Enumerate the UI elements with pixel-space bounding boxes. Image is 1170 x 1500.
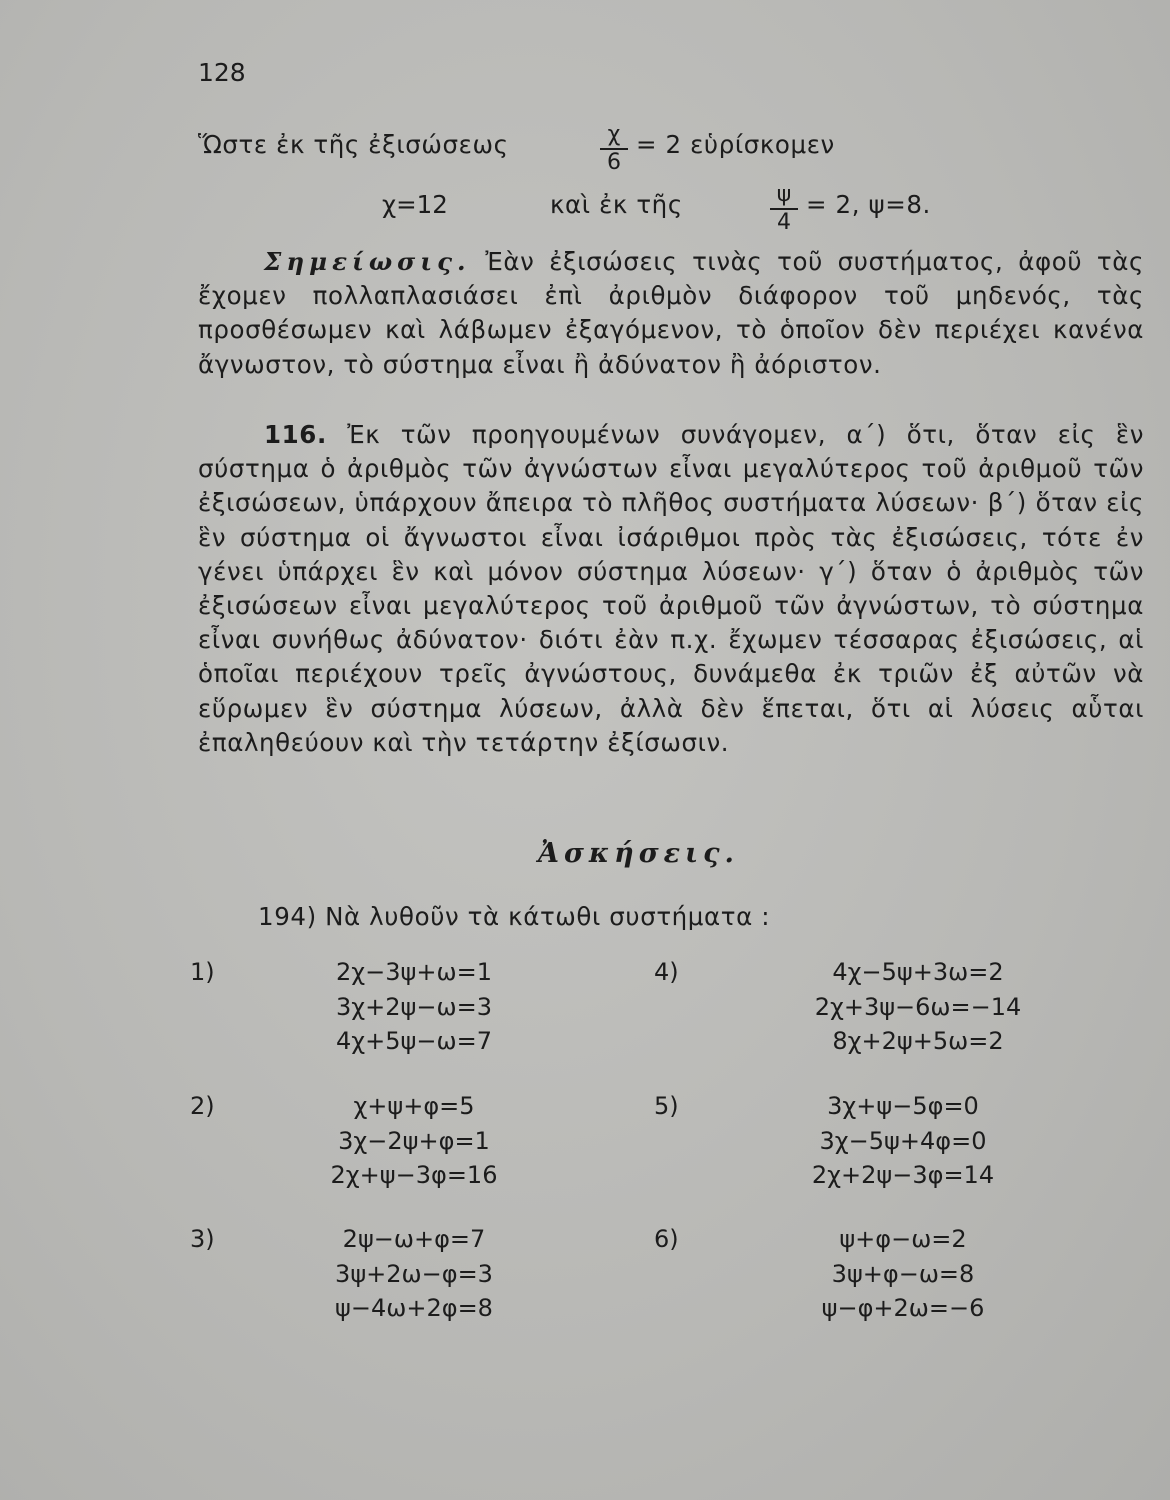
intro-line-1-tail: = 2 εὑρίσκομεν xyxy=(636,130,835,159)
system-6 xyxy=(768,1222,1038,1326)
note-label: Σημείωσις. xyxy=(264,247,471,276)
system-label-6: 6) xyxy=(654,1225,679,1253)
system-1 xyxy=(284,955,544,1059)
equation: 2χ−3ψ+ω=1 xyxy=(336,958,492,986)
equation: 2χ+3ψ−6ω=−14 xyxy=(814,992,1022,1021)
system-5 xyxy=(768,1089,1038,1193)
fraction-psi-over-4 xyxy=(770,184,798,234)
system-label-1: 1) xyxy=(190,958,215,986)
fraction-denominator: 4 xyxy=(777,210,791,235)
equation: ψ−φ+2ω=−6 xyxy=(821,1294,985,1322)
equation: ψ−4ω+2φ=8 xyxy=(335,1294,493,1322)
equation: ψ+φ−ω=2 xyxy=(839,1225,967,1253)
system-label-4: 4) xyxy=(654,958,679,986)
section-116-paragraph xyxy=(198,418,1144,760)
section-text: Ἐκ τῶν προηγουμένων συνάγομεν, α΄) ὅτι, ὅταν εἰς ἓν σύστημα ὁ ἀριθμὸς τῶν ἀγνώστων εἶναι μεγαλύτερος τοῦ ἀριθμοῦ τῶν ἐξισώσεων, ὑπάρχουν ἄπειρα τὸ πλῆθος συστήματα λύσεων· β΄) ὅταν εἰς ἓν σύστημα οἱ ἄγνωστοι εἶναι ἰσάριθμοι πρὸς τὰς ἐξισώσεις, τότε ἐν γένει ὑπάρχει ἓν καὶ μόνον σύστημα λύσεων· γ΄) ὅταν ὁ ἀριθμὸς τῶν ἐξισώσεων εἶναι μεγαλύτερος τοῦ ἀριθμοῦ τῶν ἀγνώστων, τὸ σύστημα εἶναι συνήθως ἀδύνατον· διότι ἐὰν π.χ. ἔχωμεν τέσσαρας ἐξισώσεις, αἱ ὁποῖαι περιέχουν τρεῖς ἀγνώστους, δυνάμεθα ἐκ τριῶν ἐξ αὐτῶν νὰ εὕρωμεν ἓν σύστημα λύσεων, ἀλλὰ δὲν ἕπεται, ὅτι αἱ λύσεις αὗται ἐπαληθεύουν καὶ τὴν τετάρτην ἐξίσωσιν. xyxy=(198,420,1144,757)
equation: χ+ψ+φ=5 xyxy=(353,1092,475,1120)
system-label-3: 3) xyxy=(190,1225,215,1253)
equation: 3χ−5ψ+4φ=0 xyxy=(819,1126,987,1155)
system-4 xyxy=(768,955,1068,1059)
intro-line-1-text: Ὥστε ἐκ τῆς ἐξισώσεως xyxy=(198,130,509,159)
equation: 3χ+ψ−5φ=0 xyxy=(827,1092,979,1120)
equation: 3ψ+2ω−φ=3 xyxy=(335,1259,493,1288)
equation: 4χ+5ψ−ω=7 xyxy=(336,1027,492,1055)
fraction-x-over-6 xyxy=(600,124,628,174)
fraction-numerator: ψ xyxy=(776,182,792,207)
equation: 8χ+2ψ+5ω=2 xyxy=(832,1027,1004,1055)
exercises-heading: Ἀσκήσεις. xyxy=(538,838,739,869)
equation: 2χ+ψ−3φ=16 xyxy=(330,1161,498,1189)
equation: 3χ−2ψ+φ=1 xyxy=(338,1126,490,1155)
exercise-intro: 194) Νὰ λυθοῦν τὰ κάτωθι συστήματα : xyxy=(258,902,771,931)
equation: 2ψ−ω+φ=7 xyxy=(342,1225,486,1253)
intro-line-2-tail: = 2, ψ=8. xyxy=(806,190,931,219)
note-text: Ἐὰν ἐξισώσεις τινὰς τοῦ συστήματος, ἀφοῦ τὰς ἔχομεν πολλαπλασιάσει ἐπὶ ἀριθμὸν διάφορον τοῦ μηδενός, τὰς προσθέσωμεν καὶ λάβωμεν ἐξαγόμενον, τὸ ὁποῖον δὲν περιέχει κανένα ἄγνωστον, τὸ σύστημα εἶναι ἢ ἀδύνατον ἢ ἀόριστον. xyxy=(198,247,1144,379)
system-3 xyxy=(284,1222,544,1326)
system-label-5: 5) xyxy=(654,1092,679,1120)
equation: 4χ−5ψ+3ω=2 xyxy=(832,958,1004,986)
section-number: 116. xyxy=(264,420,327,449)
intro-line-2-lhs: χ=12 xyxy=(382,190,448,219)
intro-line-2-mid: καὶ ἐκ τῆς xyxy=(550,190,683,219)
equation: 2χ+2ψ−3φ=14 xyxy=(811,1161,995,1189)
equation: 3ψ+φ−ω=8 xyxy=(831,1259,975,1288)
fraction-numerator: χ xyxy=(607,122,621,147)
system-label-2: 2) xyxy=(190,1092,215,1120)
equation: 3χ+2ψ−ω=3 xyxy=(336,992,492,1021)
note-paragraph xyxy=(198,245,1144,382)
system-2 xyxy=(284,1089,544,1193)
fraction-denominator: 6 xyxy=(607,150,621,175)
page-number: 128 xyxy=(198,58,246,87)
